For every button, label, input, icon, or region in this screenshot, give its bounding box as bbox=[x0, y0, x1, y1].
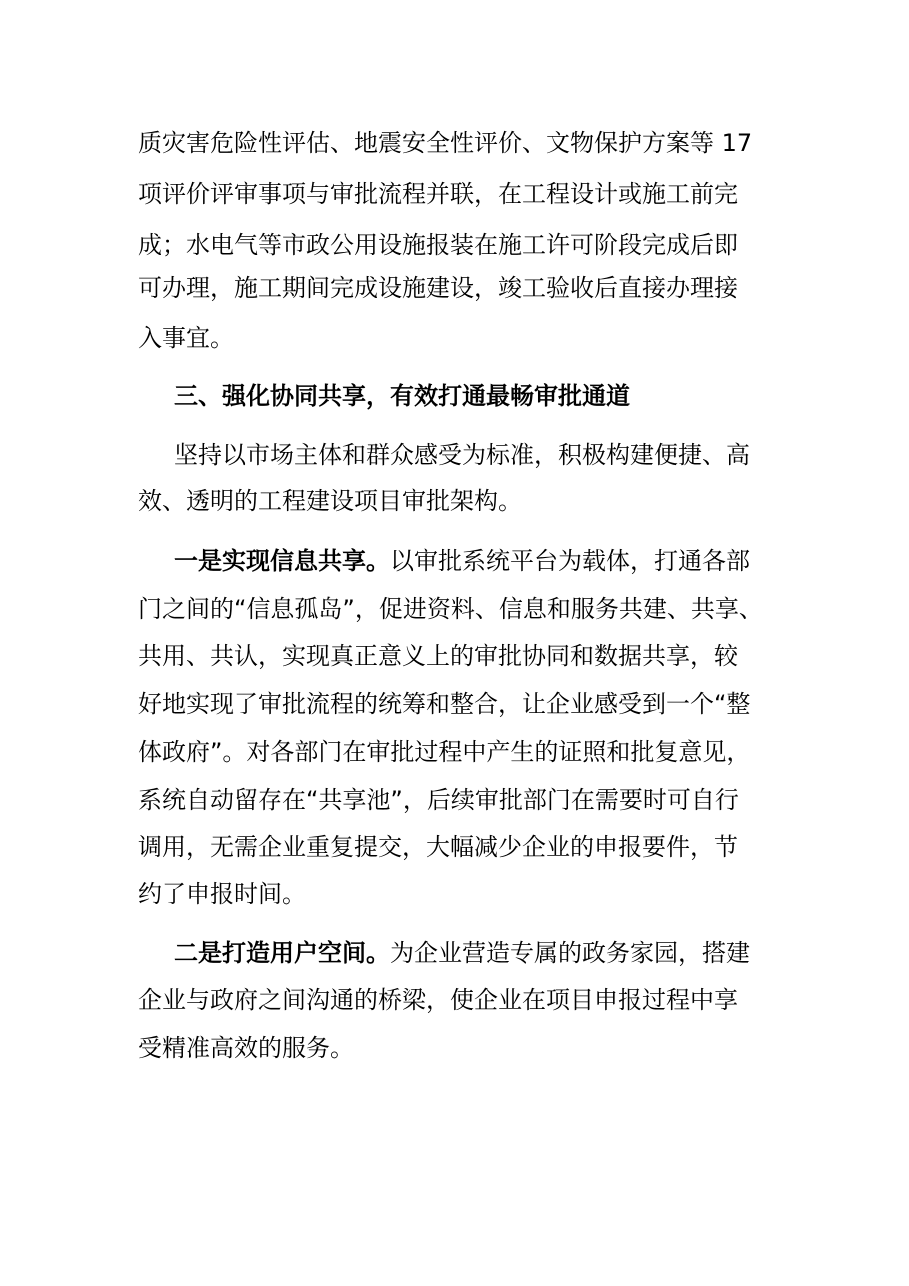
paragraph-first-line bbox=[174, 544, 778, 578]
paragraph-text: 为企业营造专属的政务家园，搭建 bbox=[390, 939, 750, 967]
paragraph-line: 质灾害危险性评估、地震安全性评价、文物保护方案等 17 bbox=[138, 129, 753, 157]
paragraph-line: 共用、共认，实现真正意义上的审批协同和数据共享，较 bbox=[138, 642, 738, 670]
paragraph-line: 企业与政府之间沟通的桥梁，使企业在项目申报过程中享 bbox=[138, 986, 738, 1014]
paragraph-line: 调用，无需企业重复提交，大幅减少企业的申报要件，节 bbox=[138, 833, 738, 861]
paragraph-line: 好地实现了审批流程的统筹和整合，让企业感受到一个“整 bbox=[138, 690, 751, 718]
paragraph-line: 约了申报时间。 bbox=[138, 880, 306, 908]
paragraph-line: 体政府”。对各部门在审批过程中产生的证照和批复意见， bbox=[138, 738, 751, 766]
paragraph-line: 可办理，施工期间完成设施建设，竣工验收后直接办理接 bbox=[138, 274, 738, 302]
paragraph-text: 以审批系统平台为载体，打通各部 bbox=[390, 547, 750, 575]
paragraph-first-line bbox=[174, 936, 778, 970]
paragraph-lead: 二是打造用户空间。 bbox=[174, 939, 390, 967]
paragraph-lead: 一是实现信息共享。 bbox=[174, 547, 390, 575]
paragraph-line: 受精准高效的服务。 bbox=[138, 1034, 354, 1062]
section-heading: 三、强化协同共享，有效打通最畅审批通道 bbox=[174, 382, 630, 410]
paragraph-line: 效、透明的工程建设项目审批架构。 bbox=[138, 487, 522, 515]
paragraph-line: 成；水电气等市政公用设施报装在施工许可阶段完成后即 bbox=[138, 231, 738, 259]
paragraph-line: 坚持以市场主体和群众感受为标准，积极构建便捷、高 bbox=[174, 441, 750, 469]
paragraph-line: 门之间的“信息孤岛”，促进资料、信息和服务共建、共享、 bbox=[138, 595, 763, 623]
paragraph-line: 系统自动留存在“共享池”，后续审批部门在需要时可自行 bbox=[138, 786, 739, 814]
paragraph-line: 项评价评审事项与审批流程并联，在工程设计或施工前完 bbox=[138, 180, 738, 208]
paragraph-line: 入事宜。 bbox=[138, 324, 234, 352]
